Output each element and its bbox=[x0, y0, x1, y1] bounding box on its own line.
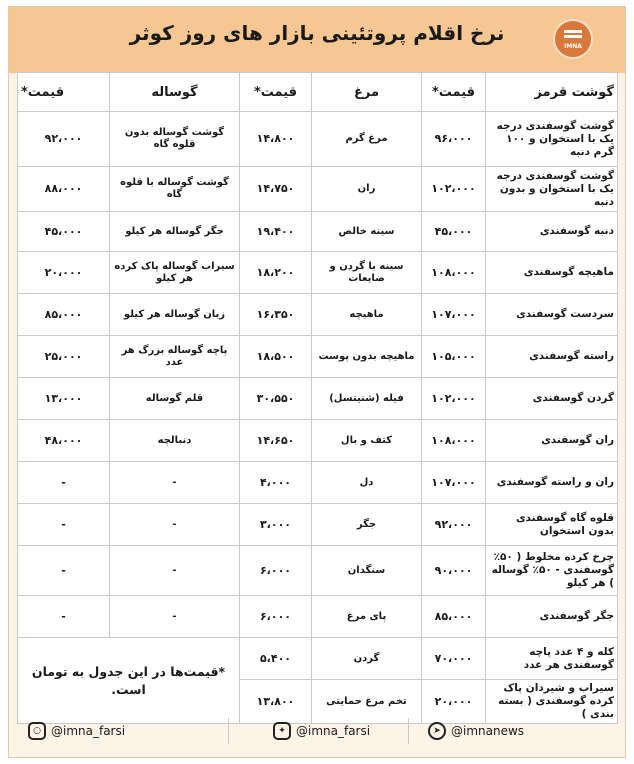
chicken-item: سنگدان bbox=[312, 546, 422, 596]
red-meat-item: قلوه گاه گوسفندی بدون استخوان bbox=[486, 504, 618, 546]
red-meat-price: ۱۰۲،۰۰۰ bbox=[422, 167, 486, 212]
chicken-item: گردن bbox=[312, 638, 422, 680]
red-meat-price: ۱۰۷،۰۰۰ bbox=[422, 294, 486, 336]
chicken-price: ۱۴،۸۰۰ bbox=[240, 112, 312, 167]
chicken-item: سینه خالص bbox=[312, 212, 422, 252]
red-meat-price: ۱۰۸،۰۰۰ bbox=[422, 252, 486, 294]
veal-item: - bbox=[110, 596, 240, 638]
col-header-chicken: مرغ bbox=[312, 73, 422, 112]
twitter-handle-text: @imna_farsi bbox=[296, 724, 371, 738]
red-meat-item: سیراب و شیردان پاک کرده گوسفندی ( بسته بندی ) bbox=[486, 680, 618, 724]
red-meat-item: گوشت گوسفندی درجه یک با استخوان و ۱۰۰ گرم دنبه bbox=[486, 112, 618, 167]
chicken-price: ۱۸،۵۰۰ bbox=[240, 336, 312, 378]
telegram-handle-text: @imnanews bbox=[451, 724, 525, 738]
red-meat-item: گوشت گوسفندی درجه یک با استخوان و بدون دنبه bbox=[486, 167, 618, 212]
veal-price: ۸۵،۰۰۰ bbox=[18, 294, 110, 336]
veal-item: زبان گوساله هر کیلو bbox=[110, 294, 240, 336]
red-meat-price: ۸۵،۰۰۰ bbox=[422, 596, 486, 638]
chicken-item: ماهیچه بدون پوست bbox=[312, 336, 422, 378]
red-meat-item: ماهیچه گوسفندی bbox=[486, 252, 618, 294]
telegram-icon: ➤ bbox=[428, 722, 446, 740]
red-meat-item: جگر گوسفندی bbox=[486, 596, 618, 638]
instagram-icon: ○ bbox=[28, 722, 46, 740]
twitter-icon: ✦ bbox=[273, 722, 291, 740]
veal-price: - bbox=[18, 546, 110, 596]
table-header-row bbox=[18, 73, 618, 112]
price-table bbox=[17, 72, 618, 724]
col-header-red-meat: گوشت قرمز bbox=[486, 73, 618, 112]
veal-price: ۲۰،۰۰۰ bbox=[18, 252, 110, 294]
table-row bbox=[18, 596, 618, 638]
chicken-item: کتف و بال bbox=[312, 420, 422, 462]
table-row bbox=[18, 294, 618, 336]
chicken-item: دل bbox=[312, 462, 422, 504]
red-meat-price: ۱۰۲،۰۰۰ bbox=[422, 378, 486, 420]
currency-note: *قیمت‌ها در این جدول به تومان است. bbox=[18, 638, 240, 724]
table-row bbox=[18, 504, 618, 546]
red-meat-price: ۹۶،۰۰۰ bbox=[422, 112, 486, 167]
footer-bar bbox=[8, 712, 624, 750]
chicken-price: ۱۹،۴۰۰ bbox=[240, 212, 312, 252]
chicken-price: ۳،۰۰۰ bbox=[240, 504, 312, 546]
veal-item: گوشت گوساله با قلوه گاه bbox=[110, 167, 240, 212]
chicken-item: جگر bbox=[312, 504, 422, 546]
table-row bbox=[18, 462, 618, 504]
red-meat-price: ۹۰،۰۰۰ bbox=[422, 546, 486, 596]
red-meat-item: راسته گوسفندی bbox=[486, 336, 618, 378]
red-meat-item: گردن گوسفندی bbox=[486, 378, 618, 420]
veal-item: قلم گوساله bbox=[110, 378, 240, 420]
divider bbox=[228, 718, 229, 744]
red-meat-price: ۱۰۵،۰۰۰ bbox=[422, 336, 486, 378]
table-row bbox=[18, 420, 618, 462]
veal-price: - bbox=[18, 462, 110, 504]
twitter-handle[interactable] bbox=[273, 720, 370, 742]
veal-item: - bbox=[110, 462, 240, 504]
veal-item: سیراب گوساله پاک کرده هر کیلو bbox=[110, 252, 240, 294]
imna-logo-icon: IMNA bbox=[553, 19, 593, 59]
veal-item: جگر گوساله هر کیلو bbox=[110, 212, 240, 252]
table-row bbox=[18, 546, 618, 596]
chicken-item: تخم مرغ حمایتی bbox=[312, 680, 422, 724]
veal-price: ۹۲،۰۰۰ bbox=[18, 112, 110, 167]
header-banner bbox=[9, 7, 625, 73]
veal-item: دنبالچه bbox=[110, 420, 240, 462]
veal-price: - bbox=[18, 504, 110, 546]
veal-price: ۴۸،۰۰۰ bbox=[18, 420, 110, 462]
chicken-item: سینه با گردن و ضایعات bbox=[312, 252, 422, 294]
table-row bbox=[18, 638, 618, 680]
chicken-price: ۶،۰۰۰ bbox=[240, 546, 312, 596]
table-row bbox=[18, 378, 618, 420]
veal-item: پاچه گوساله بزرگ هر عدد bbox=[110, 336, 240, 378]
page-title: نرخ اقلام پروتئینی بازار های روز کوثر bbox=[129, 21, 505, 45]
chicken-price: ۱۶،۳۵۰ bbox=[240, 294, 312, 336]
chicken-price: ۱۴،۷۵۰ bbox=[240, 167, 312, 212]
red-meat-item: سردست گوسفندی bbox=[486, 294, 618, 336]
chicken-price: ۵،۴۰۰ bbox=[240, 638, 312, 680]
col-header-veal: گوساله bbox=[110, 73, 240, 112]
veal-item: - bbox=[110, 504, 240, 546]
col-header-veal-price: قیمت* bbox=[18, 73, 110, 112]
table-row bbox=[18, 252, 618, 294]
chicken-item: فیله (شنیتسل) bbox=[312, 378, 422, 420]
veal-item: گوشت گوساله بدون قلوه گاه bbox=[110, 112, 240, 167]
red-meat-price: ۱۰۸،۰۰۰ bbox=[422, 420, 486, 462]
chicken-item: ران bbox=[312, 167, 422, 212]
col-header-red-price: قیمت* bbox=[422, 73, 486, 112]
red-meat-price: ۴۵،۰۰۰ bbox=[422, 212, 486, 252]
table-row bbox=[18, 336, 618, 378]
instagram-handle-text: @imna_farsi bbox=[51, 724, 126, 738]
table-row bbox=[18, 167, 618, 212]
red-meat-item: ران گوسفندی bbox=[486, 420, 618, 462]
chicken-item: پای مرغ bbox=[312, 596, 422, 638]
chicken-item: مرغ گرم bbox=[312, 112, 422, 167]
chicken-price: ۱۸،۲۰۰ bbox=[240, 252, 312, 294]
red-meat-price: ۲۰،۰۰۰ bbox=[422, 680, 486, 724]
instagram-handle[interactable] bbox=[28, 720, 125, 742]
telegram-handle[interactable] bbox=[428, 720, 524, 742]
red-meat-item: ران و راسته گوسفندی bbox=[486, 462, 618, 504]
chicken-price: ۶،۰۰۰ bbox=[240, 596, 312, 638]
divider bbox=[408, 718, 409, 744]
chicken-price: ۳۰،۵۵۰ bbox=[240, 378, 312, 420]
veal-price: ۸۸،۰۰۰ bbox=[18, 167, 110, 212]
red-meat-price: ۷۰،۰۰۰ bbox=[422, 638, 486, 680]
veal-item: - bbox=[110, 546, 240, 596]
chicken-price: ۱۳،۸۰۰ bbox=[240, 680, 312, 724]
col-header-chicken-price: قیمت* bbox=[240, 73, 312, 112]
red-meat-price: ۹۲،۰۰۰ bbox=[422, 504, 486, 546]
table-row bbox=[18, 112, 618, 167]
red-meat-price: ۱۰۷،۰۰۰ bbox=[422, 462, 486, 504]
veal-price: ۴۵،۰۰۰ bbox=[18, 212, 110, 252]
chicken-price: ۴،۰۰۰ bbox=[240, 462, 312, 504]
chicken-price: ۱۴،۶۵۰ bbox=[240, 420, 312, 462]
red-meat-item: چرخ کرده مخلوط ( ۵۰٪ گوسفندی - ۵۰٪ گوساله ) هر کیلو bbox=[486, 546, 618, 596]
veal-price: ۲۵،۰۰۰ bbox=[18, 336, 110, 378]
veal-price: - bbox=[18, 596, 110, 638]
table-row bbox=[18, 212, 618, 252]
veal-price: ۱۳،۰۰۰ bbox=[18, 378, 110, 420]
red-meat-item: کله و ۴ عدد پاچه گوسفندی هر عدد bbox=[486, 638, 618, 680]
chicken-item: ماهیچه bbox=[312, 294, 422, 336]
red-meat-item: دنبه گوسفندی bbox=[486, 212, 618, 252]
